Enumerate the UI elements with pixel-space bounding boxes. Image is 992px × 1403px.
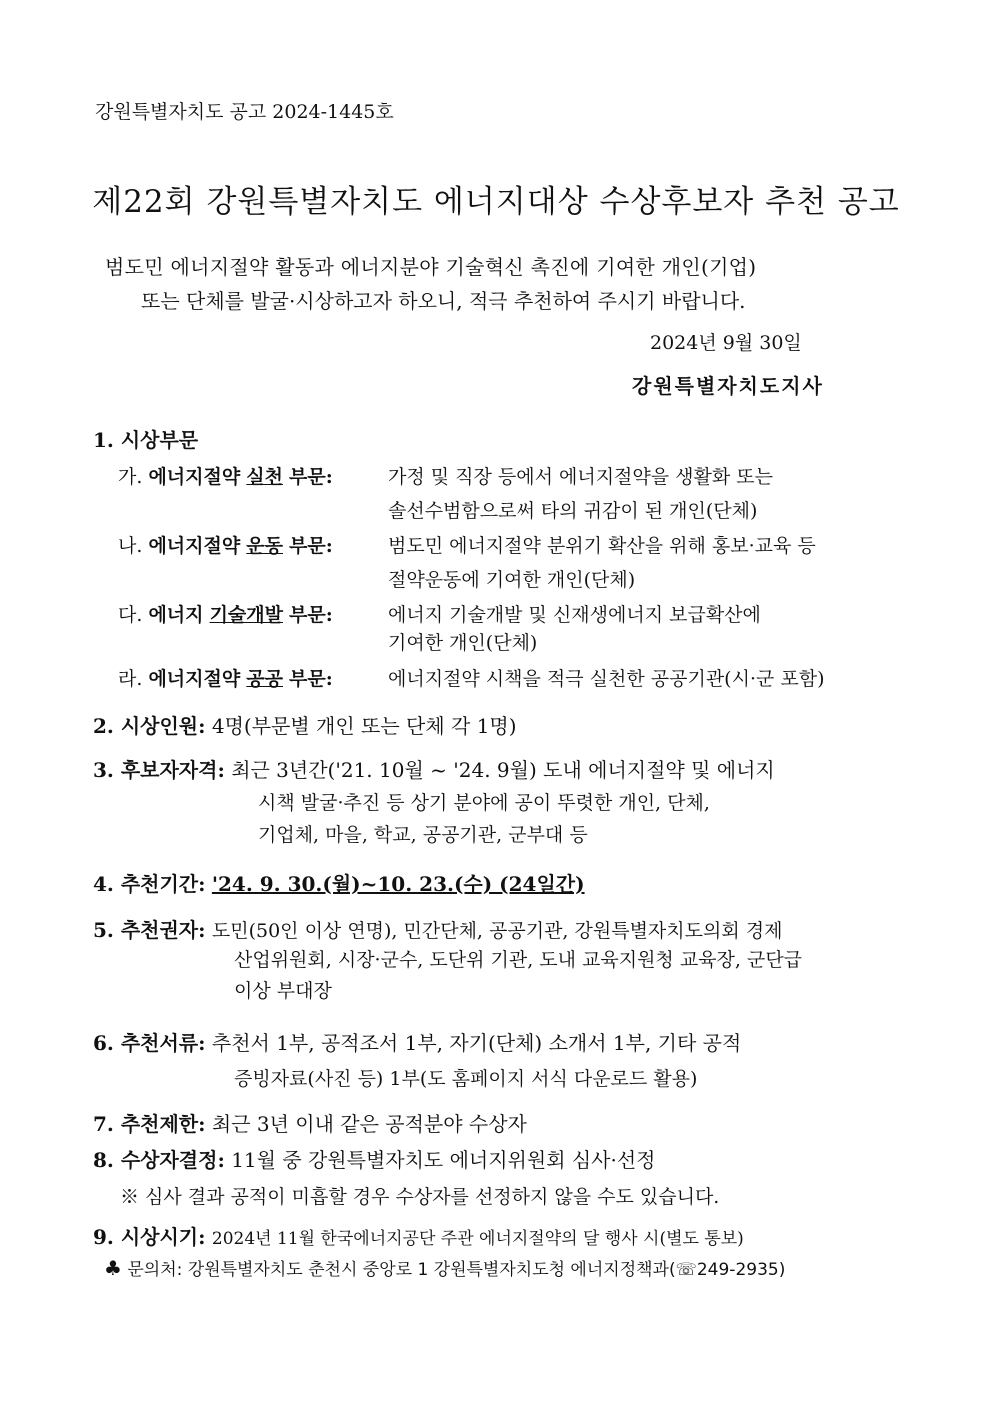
section-value: 최근 3년 이내 같은 공적분야 수상자 — [211, 1112, 527, 1136]
contact-text: 문의처: 강원특별자치도 춘천시 중앙로 1 강원특별자치도청 에너지정책과(☏249-2935) — [127, 1260, 786, 1280]
notice-date: 2024년 9월 30일 — [650, 332, 802, 354]
section-6-continuation: 증빙자료(사진 등) 1부(도 홈페이지 서식 다운로드 활용) — [234, 1068, 698, 1090]
section-1-heading: 1. 시상부문 — [93, 428, 199, 452]
category-suffix: 부문: — [289, 668, 333, 690]
section-5 — [93, 914, 782, 943]
section-3-continuation: 기업체, 마을, 학교, 공공기관, 군부대 등 — [258, 824, 588, 846]
category-name: 에너지절약 — [148, 535, 241, 557]
section-9 — [93, 1221, 744, 1250]
award-category-practice — [118, 462, 333, 489]
section-label: 2. 시상인원: — [93, 714, 206, 738]
intro-line-2: 또는 단체를 발굴·시상하고자 하오니, 적극 추천하여 주시기 바랍니다. — [141, 289, 746, 313]
category-prefix: 나. — [118, 535, 143, 557]
intro-line-1: 범도민 에너지절약 활동과 에너지분야 기술혁신 촉진에 기여한 개인(기업) — [105, 255, 757, 279]
category-name: 에너지 — [148, 604, 204, 626]
category-desc-line: 에너지절약 시책을 적극 실천한 공공기관(시·군 포함) — [388, 668, 825, 690]
award-category-technology — [118, 600, 333, 627]
section-value: 2024년 11월 한국에너지공단 주관 에너지절약의 달 행사 시(별도 통보) — [211, 1229, 744, 1249]
category-keyword: 실천 — [246, 466, 283, 488]
category-suffix: 부문: — [289, 604, 333, 626]
section-label: 8. 수상자결정: — [93, 1148, 225, 1172]
section-label: 6. 추천서류: — [93, 1031, 206, 1055]
issuer-name: 강원특별자치도지사 — [632, 374, 824, 398]
category-desc-line: 에너지 기술개발 및 신재생에너지 보급확산에 — [388, 604, 761, 626]
category-prefix: 다. — [118, 604, 143, 626]
section-label: 5. 추천권자: — [93, 918, 206, 942]
club-icon: ♣ — [104, 1256, 122, 1280]
award-category-public — [118, 664, 333, 691]
category-keyword: 공공 — [246, 668, 283, 690]
section-8-note: ※ 심사 결과 공적이 미흡할 경우 수상자를 선정하지 않을 수도 있습니다. — [120, 1186, 720, 1208]
category-name: 에너지절약 — [148, 466, 241, 488]
section-3 — [93, 754, 775, 783]
section-5-continuation: 이상 부대장 — [234, 980, 332, 1002]
category-desc-line: 절약운동에 기여한 개인(단체) — [388, 569, 636, 591]
section-value: 도민(50인 이상 연명), 민간단체, 공공기관, 강원특별자치도의회 경제 — [211, 920, 783, 942]
category-desc-line: 범도민 에너지절약 분위기 확산을 위해 홍보·교육 등 — [388, 535, 816, 557]
section-label: 9. 시상시기: — [93, 1225, 206, 1249]
contact-line — [104, 1255, 785, 1280]
section-label: 3. 후보자자격: — [93, 758, 225, 782]
section-7 — [93, 1108, 527, 1137]
section-4 — [93, 868, 585, 897]
category-keyword: 기술개발 — [209, 604, 283, 626]
section-value: 추천서 1부, 공적조서 1부, 자기(단체) 소개서 1부, 기타 공적 — [211, 1031, 742, 1055]
section-label: 4. 추천기간: — [93, 872, 206, 896]
intro-paragraph — [105, 250, 756, 318]
section-6 — [93, 1027, 741, 1056]
category-desc-line: 기여한 개인(단체) — [388, 632, 538, 654]
award-category-campaign — [118, 531, 333, 558]
category-keyword: 운동 — [246, 535, 283, 557]
category-suffix: 부문: — [289, 466, 333, 488]
recommendation-period: '24. 9. 30.(월)~10. 23.(수) (24일간) — [211, 872, 585, 896]
section-5-continuation: 산업위원회, 시장·군수, 도단위 기관, 도내 교육지원청 교육장, 군단급 — [234, 949, 803, 971]
category-desc-line: 솔선수범함으로써 타의 귀감이 된 개인(단체) — [388, 500, 758, 522]
category-prefix: 라. — [118, 668, 143, 690]
notice-number: 강원특별자치도 공고 2024-1445호 — [95, 101, 394, 123]
section-value: 4명(부문별 개인 또는 단체 각 1명) — [211, 714, 517, 738]
category-desc-line: 가정 및 직장 등에서 에너지절약을 생활화 또는 — [388, 466, 773, 488]
category-suffix: 부문: — [289, 535, 333, 557]
section-8 — [93, 1144, 656, 1173]
section-2 — [93, 710, 517, 739]
section-value: 최근 3년간('21. 10월 ~ '24. 9월) 도내 에너지절약 및 에너지 — [231, 758, 775, 782]
category-name: 에너지절약 — [148, 668, 241, 690]
section-value: 11월 중 강원특별자치도 에너지위원회 심사·선정 — [231, 1148, 656, 1172]
page-title: 제22회 강원특별자치도 에너지대상 수상후보자 추천 공고 — [92, 184, 900, 220]
section-label: 7. 추천제한: — [93, 1112, 206, 1136]
section-3-continuation: 시책 발굴·추진 등 상기 분야에 공이 뚜렷한 개인, 단체, — [258, 792, 710, 814]
category-prefix: 가. — [118, 466, 143, 488]
